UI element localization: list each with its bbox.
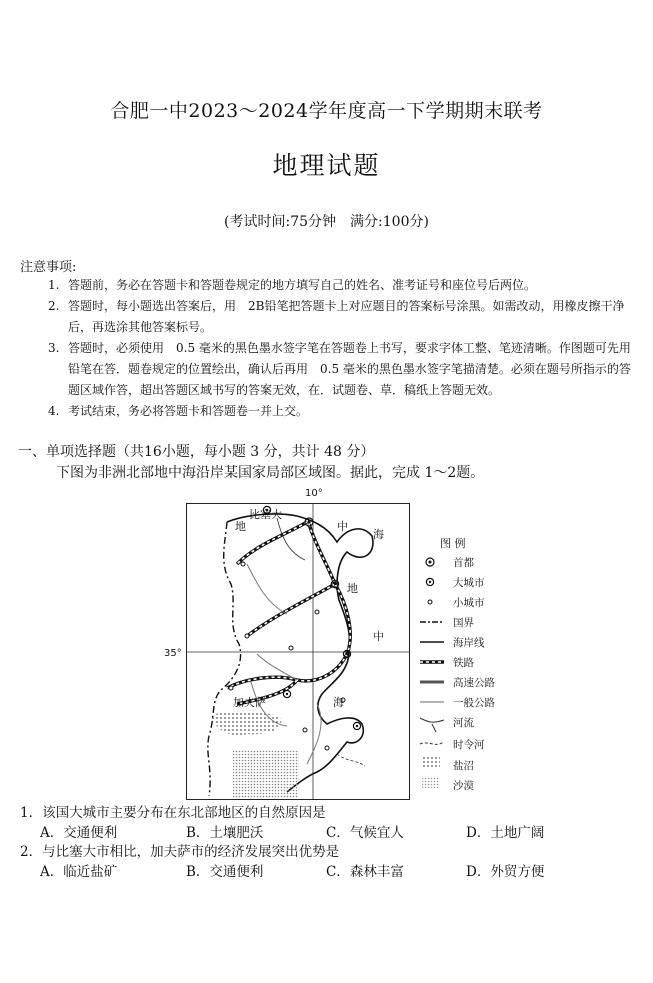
map-label-hai: 海 <box>373 528 384 541</box>
question-1-option-d: D．土地广阔 <box>466 825 545 841</box>
small-city <box>315 610 319 614</box>
legend-road: 一般公路 <box>453 697 495 709</box>
small-city <box>241 562 245 566</box>
salt-marsh-symbol <box>422 756 440 768</box>
small-city <box>325 746 329 750</box>
notice-item-2 <box>30 296 642 338</box>
map-intro-text: 下图为非洲北部地中海沿岸某国家局部区域图。据此，完成 1～2题。 <box>56 465 485 481</box>
small-city-symbol <box>428 600 432 604</box>
notice-item-number: 3. <box>48 341 60 355</box>
country-map <box>186 503 410 800</box>
notice-item-text: 答题时，每小题选出答案后，用 2B铅笔把答题卡上对应题目的答案标号涂黑。如需改动，用橡皮擦干净后，再选涂其他答案标号。 <box>68 299 625 334</box>
latitude-label: 35° <box>164 648 182 659</box>
legend-railway: 铁路 <box>453 657 474 669</box>
map-label-di: 地 <box>235 520 246 533</box>
question-2-option-b: B．交通便利 <box>186 864 264 880</box>
river-symbol <box>420 718 444 732</box>
legend-title: 图 例 <box>440 537 466 550</box>
legend-desert: 沙漠 <box>453 780 474 792</box>
legend-river: 河流 <box>453 717 474 729</box>
notice-item-number: 2. <box>48 299 60 313</box>
railway-outline <box>227 522 350 704</box>
desert <box>233 750 299 798</box>
map-label-gafsa: 加夫萨 <box>233 696 266 709</box>
notice-heading: 注意事项: <box>20 260 77 275</box>
notice-item-text: 答题前，务必在答题卡和答题卷规定的地方填写自己的姓名、准考证号和座位号后两位。 <box>68 278 537 292</box>
legend-salt-marsh: 盐沼 <box>453 760 474 772</box>
legend-large-city: 大城市 <box>453 577 485 589</box>
map-label-di: 地 <box>347 582 358 595</box>
exam-title: 合肥一中2023～2024学年度高一下学期期末联考 <box>110 100 543 122</box>
legend-symbols <box>418 552 450 802</box>
question-1-option-a: A．交通便利 <box>40 825 118 841</box>
question-2-stem: 2．与比塞大市相比，加夫萨市的经济发展突出优势是 <box>20 844 340 860</box>
small-city <box>289 646 293 650</box>
question-2-option-a: A．临近盐矿 <box>40 864 118 880</box>
section-heading: 一、单项选择题（共16小题，每小题 3 分，共计 48 分） <box>18 444 375 460</box>
question-1-option-b: B．土壤肥沃 <box>186 825 264 841</box>
question-1-option-c: C．气候宜人 <box>326 825 404 841</box>
legend-coastline: 海岸线 <box>453 637 485 649</box>
map-label-hai: 海 <box>333 696 344 709</box>
notice-item-1 <box>30 275 642 296</box>
legend-small-city: 小城市 <box>453 597 485 609</box>
longitude-label: 10° <box>305 488 323 499</box>
subject-title: 地理试题 <box>272 151 381 180</box>
notice-item-text: 答题时，必须使用 0.5 毫米的黑色墨水签字笔在答题卷上书写，要求字体工整、笔迹清晰。作图题可先用铅笔在答．题卷规定的位置绘出，确认后再用 0.5 毫米的黑色墨水签字笔描清楚。必须在题号所指示的答题区域作答，超出答题区域书写的答案无效，在．试题卷、草．稿纸上答题无效。 <box>68 341 631 397</box>
notice-item-4 <box>30 401 642 422</box>
question-2-option-c: C．森林丰富 <box>326 864 404 880</box>
legend-highway: 高速公路 <box>453 677 495 689</box>
question-1-stem: 1．该国大城市主要分布在东北部地区的自然原因是 <box>20 805 326 821</box>
desert-symbol <box>422 776 440 788</box>
legend-seasonal-river: 时令河 <box>453 739 485 751</box>
exam-info: (考试时间:75分钟 满分:100分) <box>224 214 429 230</box>
notice-item-number: 1. <box>48 278 60 292</box>
small-city <box>303 728 307 732</box>
small-city <box>245 634 249 638</box>
small-city <box>229 686 233 690</box>
map-graphic <box>187 504 409 799</box>
map-label-bizerte: 比塞大 <box>249 508 282 521</box>
question-2-option-d: D．外贸方便 <box>466 864 545 880</box>
notice-item-number: 4. <box>48 404 60 418</box>
legend-capital: 首都 <box>453 557 474 569</box>
seasonal-river <box>337 754 365 766</box>
notice-item-text: 考试结束，务必将答题卡和答题卷一并上交。 <box>68 404 309 418</box>
salt-marsh <box>211 711 281 735</box>
legend-border: 国界 <box>453 617 474 629</box>
notice-item-3 <box>30 338 642 401</box>
map-label-zhong: 中 <box>337 520 348 533</box>
seasonal-river-symbol <box>420 742 444 744</box>
map-label-zhong: 中 <box>373 630 384 643</box>
